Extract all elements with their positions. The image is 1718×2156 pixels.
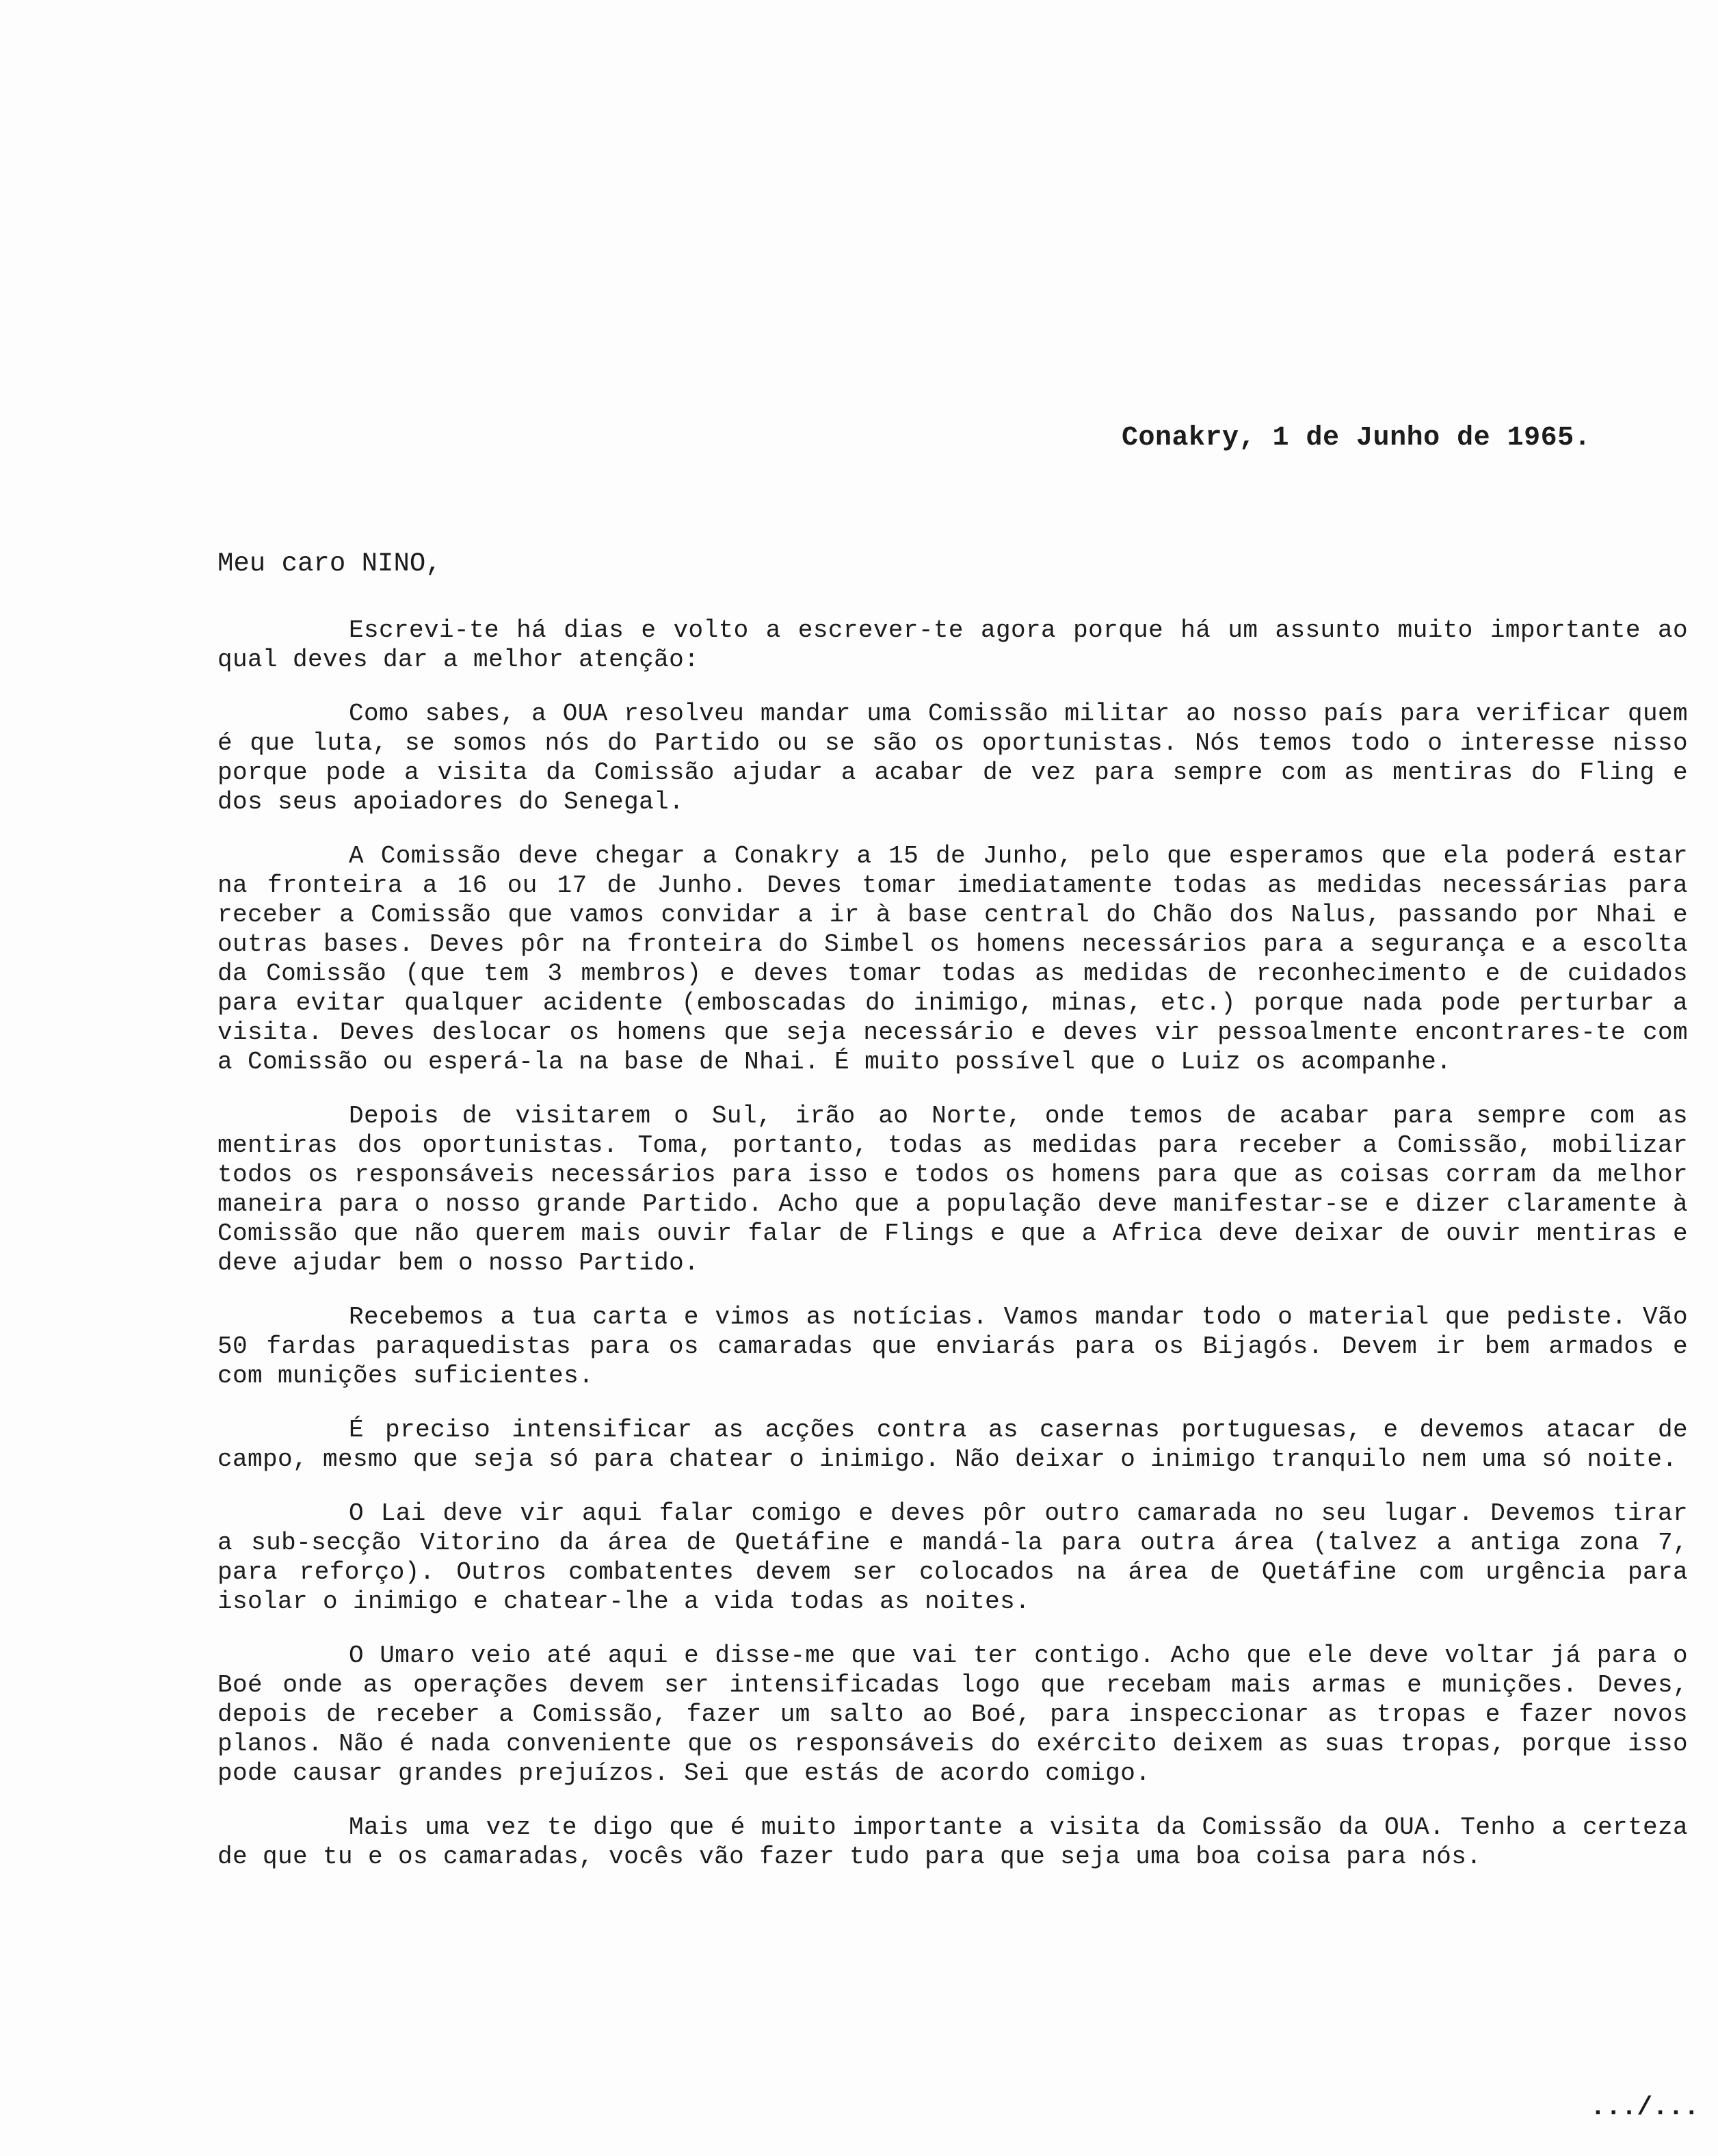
paragraph: Mais uma vez te digo que é muito importante a visita da Comissão da OUA. Tenho a certeza de que tu e os camaradas, vocês vão fazer tudo para que seja uma boa coisa para nós. [217,1813,1688,1871]
paragraph: Depois de visitarem o Sul, irão ao Norte, onde temos de acabar para sempre com as mentiras dos oportunistas. Toma, portanto, todas as medidas para receber a Comissão, mobilizar todos os responsáveis necessários para isso e todos os homens para que as coisas corram da melhor maneira para o nosso grande Partido. Acho que a população deve manifestar-se e dizer claramente à Comissão que não querem mais ouvir falar de Flings e que a Africa deve deixar de ouvir mentiras e deve ajudar bem o nosso Partido. [217,1102,1688,1277]
paragraph: Recebemos a tua carta e vimos as notícias. Vamos mandar todo o material que pediste. Vão 50 fardas paraquedistas para os camaradas que enviarás para os Bijagós. Devem ir bem armados e com munições suficientes. [217,1303,1688,1390]
salutation: Meu caro NINO, [217,549,442,579]
dateline: Conakry, 1 de Junho de 1965. [1122,423,1591,453]
paragraph: Escrevi-te há dias e volto a escrever-te agora porque há um assunto muito importante ao qual deves dar a melhor atenção: [217,616,1688,674]
paragraph: É preciso intensificar as acções contra as casernas portuguesas, e devemos atacar de campo, mesmo que seja só para chatear o inimigo. Não deixar o inimigo tranquilo nem uma só noite. [217,1416,1688,1473]
paragraph: Como sabes, a OUA resolveu mandar uma Comissão militar ao nosso país para verificar quem é que luta, se somos nós do Partido ou se são os oportunistas. Nós temos todo o interesse nisso porque pode a visita da Comissão ajudar a acabar de vez para sempre com as mentiras do Fling e dos seus apoiadores do Senegal. [217,700,1688,816]
letter-body [217,616,1688,1896]
paragraph: A Comissão deve chegar a Conakry a 15 de Junho, pelo que esperamos que ela poderá estar na fronteira a 16 ou 17 de Junho. Deves tomar imediatamente todas as medidas necessárias para receber a Comissão que vamos convidar a ir à base central do Chão dos Nalus, passando por Nhai e outras bases. Deves pôr na fronteira do Simbel os homens necessários para a segurança e a escolta da Comissão (que tem 3 membros) e deves tomar todas as medidas de reconhecimento e de cuidados para evitar qualquer acidente (emboscadas do inimigo, minas, etc.) porque nada pode perturbar a visita. Deves deslocar os homens que seja necessário e deves vir pessoalmente encontrares-te com a Comissão ou esperá-la na base de Nhai. É muito possível que o Luiz os acompanhe. [217,842,1688,1076]
paragraph: O Lai deve vir aqui falar comigo e deves pôr outro camarada no seu lugar. Devemos tirar a sub-secção Vitorino da área de Quetáfine e mandá-la para outra área (talvez a antiga zona 7, para reforço). Outros combatentes devem ser colocados na área de Quetáfine com urgência para isolar o inimigo e chatear-lhe a vida todas as noites. [217,1499,1688,1616]
continuation-mark: .../... [1590,2093,1700,2122]
paragraph: O Umaro veio até aqui e disse-me que vai ter contigo. Acho que ele deve voltar já para o Boé onde as operações devem ser intensificadas logo que recebam mais armas e munições. Deves, depois de receber a Comissão, fazer um salto ao Boé, para inspeccionar as tropas e fazer novos planos. Não é nada conveniente que os responsáveis do exército deixem as suas tropas, porque isso pode causar grandes prejuízos. Sei que estás de acordo comigo. [217,1642,1688,1787]
